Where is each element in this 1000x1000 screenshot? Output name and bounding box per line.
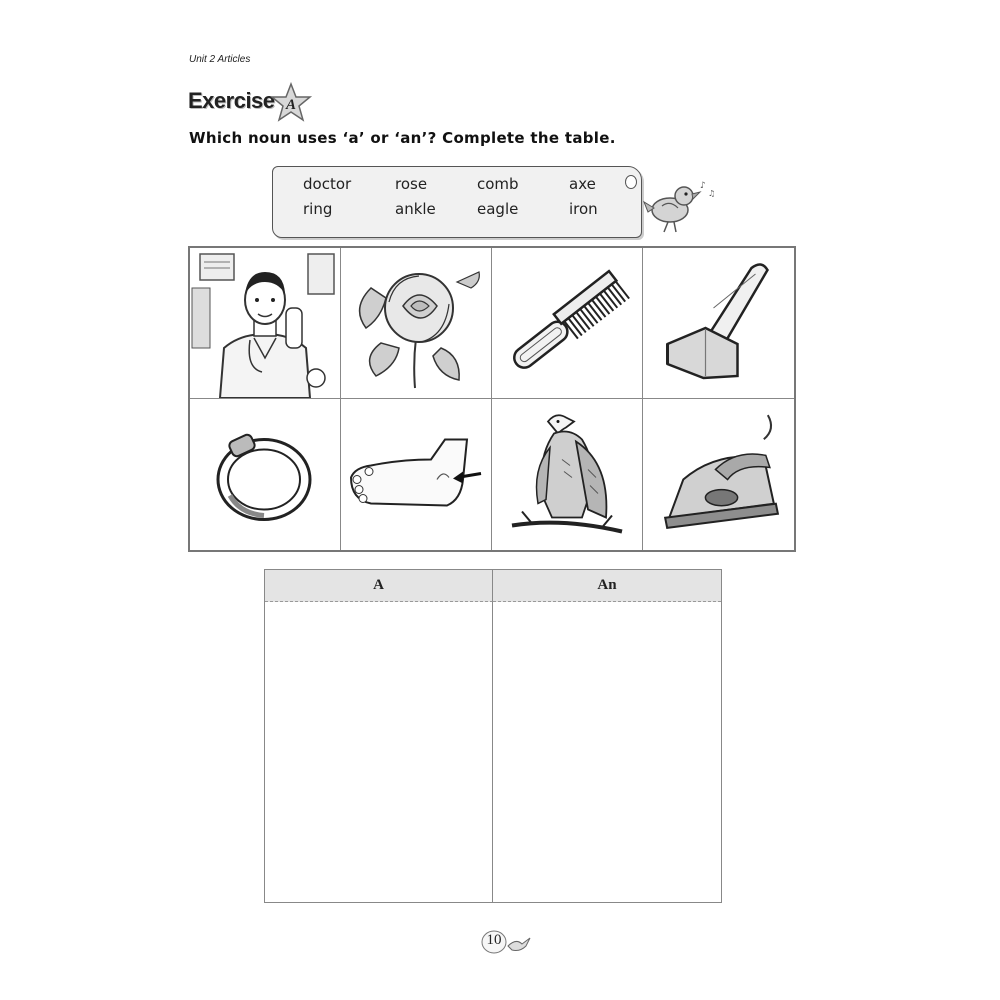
picture-cell-ankle (341, 399, 492, 550)
word-item: rose (395, 175, 428, 193)
picture-cell-iron (643, 399, 794, 550)
answer-cell-a[interactable] (265, 602, 493, 902)
word-item: comb (477, 175, 519, 193)
picture-cell-rose (341, 248, 492, 399)
column-header-a: A (265, 570, 493, 602)
picture-cell-comb (492, 248, 643, 399)
exercise-letter: A (285, 97, 297, 113)
picture-cell-eagle (492, 399, 643, 550)
answer-cell-an[interactable] (493, 602, 721, 902)
picture-cell-ring (190, 399, 341, 550)
unit-header: Unit 2 Articles (189, 54, 251, 65)
word-item: ring (303, 200, 333, 218)
ring-icon (190, 399, 340, 550)
column-header-an: An (493, 570, 721, 602)
picture-cell-axe (643, 248, 794, 399)
word-item: ankle (395, 200, 436, 218)
instruction-text: Which noun uses ‘a’ or ‘an’? Complete the table. (189, 129, 616, 147)
dove-icon (506, 932, 532, 954)
word-list (303, 175, 629, 225)
word-item: iron (569, 200, 598, 218)
page-number: 10 (486, 932, 502, 948)
star-badge-icon (268, 82, 314, 124)
iron-icon (643, 399, 794, 550)
answer-table (264, 569, 722, 903)
doctor-icon (190, 248, 340, 398)
rose-icon (341, 248, 491, 398)
svg-text:♫: ♫ (708, 189, 716, 198)
word-item: eagle (477, 200, 519, 218)
word-item: doctor (303, 175, 352, 193)
eagle-icon (492, 399, 642, 550)
exercise-title: Exercise (188, 88, 275, 113)
comb-icon (492, 248, 642, 398)
scroll-curl-icon (625, 175, 637, 189)
svg-text:♪: ♪ (700, 181, 706, 191)
singing-bird-icon (640, 176, 718, 236)
word-item: axe (569, 175, 596, 193)
picture-grid (188, 246, 796, 552)
axe-icon (643, 248, 794, 398)
ankle-icon (341, 399, 491, 550)
word-box (272, 166, 642, 238)
picture-cell-doctor (190, 248, 341, 399)
